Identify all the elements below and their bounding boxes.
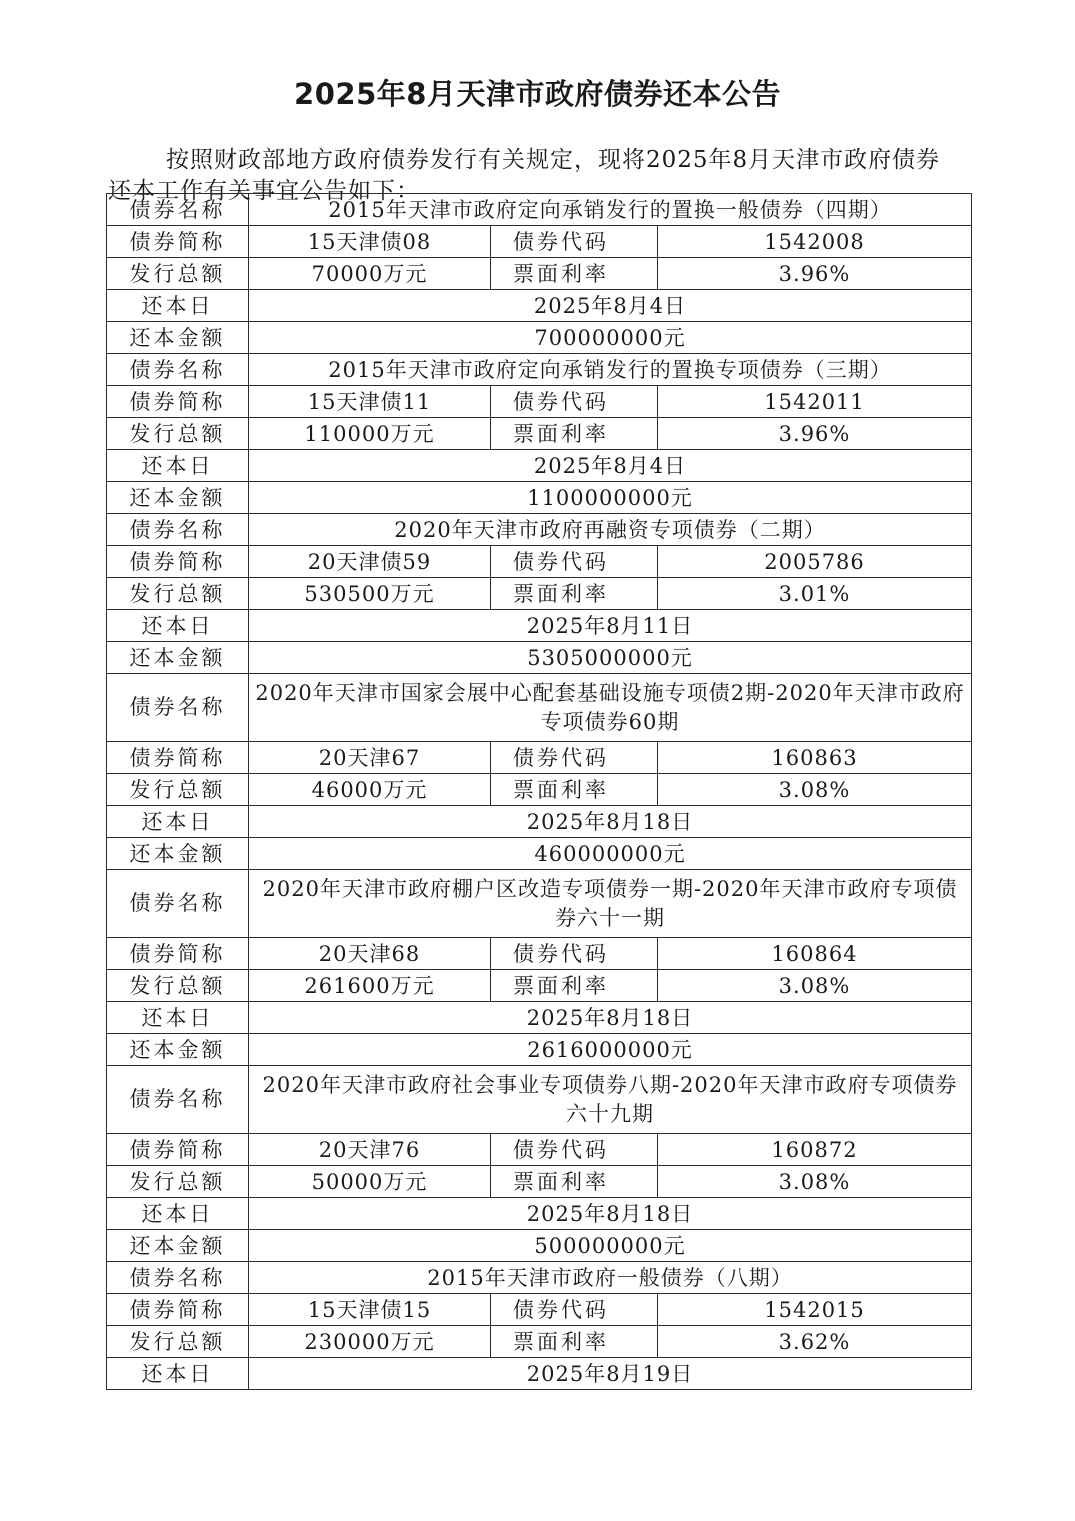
- bond-date-value: 2025年8月4日: [249, 450, 972, 482]
- bond-date-value: 2025年8月18日: [249, 1002, 972, 1034]
- bond-total-value: 530500万元: [249, 578, 491, 610]
- bond-name-value: 2015年天津市政府一般债券（八期）: [249, 1262, 972, 1294]
- bond-date-row: [107, 1198, 972, 1230]
- bond-short-row: [107, 386, 972, 418]
- bond-name-label: 债券名称: [107, 1066, 249, 1134]
- bond-short-value: 15天津债08: [249, 226, 491, 258]
- bond-code-label: 债券代码: [491, 938, 658, 970]
- bond-code-label: 债券代码: [491, 386, 658, 418]
- bonds-table: [106, 193, 972, 1390]
- bond-name-value: 2020年天津市政府社会事业专项债券八期-2020年天津市政府专项债券六十九期: [249, 1066, 972, 1134]
- bond-amount-label: 还本金额: [107, 482, 249, 514]
- bond-code-value: 1542008: [658, 226, 972, 258]
- bond-short-label: 债券简称: [107, 1294, 249, 1326]
- bond-name-value: 2020年天津市国家会展中心配套基础设施专项债2期-2020年天津市政府专项债券60期: [249, 674, 972, 742]
- bond-name-label: 债券名称: [107, 514, 249, 546]
- bond-short-label: 债券简称: [107, 1134, 249, 1166]
- bond-short-row: [107, 1134, 972, 1166]
- bond-code-value: 1542011: [658, 386, 972, 418]
- bond-name-row: [107, 514, 972, 546]
- bond-rate-value: 3.08%: [658, 774, 972, 806]
- bond-amount-value: 460000000元: [249, 838, 972, 870]
- bond-date-label: 还本日: [107, 1358, 249, 1390]
- bond-rate-value: 3.96%: [658, 258, 972, 290]
- bond-name-row: [107, 1262, 972, 1294]
- bond-amount-value: 700000000元: [249, 322, 972, 354]
- bond-rate-value: 3.62%: [658, 1326, 972, 1358]
- bond-short-value: 15天津债15: [249, 1294, 491, 1326]
- bond-short-value: 15天津债11: [249, 386, 491, 418]
- bond-short-label: 债券简称: [107, 546, 249, 578]
- bond-code-value: 160864: [658, 938, 972, 970]
- bond-short-value: 20天津68: [249, 938, 491, 970]
- bond-name-row: [107, 194, 972, 226]
- bond-amount-value: 2616000000元: [249, 1034, 972, 1066]
- bond-total-label: 发行总额: [107, 774, 249, 806]
- bond-code-label: 债券代码: [491, 1294, 658, 1326]
- bond-name-value: 2015年天津市政府定向承销发行的置换专项债券（三期）: [249, 354, 972, 386]
- bond-code-label: 债券代码: [491, 546, 658, 578]
- bond-rate-label: 票面利率: [491, 258, 658, 290]
- bond-name-row: [107, 674, 972, 742]
- bond-short-value: 20天津67: [249, 742, 491, 774]
- bond-name-value: 2015年天津市政府定向承销发行的置换一般债券（四期）: [249, 194, 972, 226]
- bond-code-label: 债券代码: [491, 1134, 658, 1166]
- bond-short-label: 债券简称: [107, 386, 249, 418]
- bond-amount-value: 500000000元: [249, 1230, 972, 1262]
- bond-rate-label: 票面利率: [491, 774, 658, 806]
- bond-name-label: 债券名称: [107, 674, 249, 742]
- bond-name-row: [107, 354, 972, 386]
- bond-short-value: 20天津债59: [249, 546, 491, 578]
- bond-total-value: 46000万元: [249, 774, 491, 806]
- bond-date-row: [107, 450, 972, 482]
- bond-total-row: [107, 1326, 972, 1358]
- bond-short-row: [107, 742, 972, 774]
- bond-code-value: 160872: [658, 1134, 972, 1166]
- bond-date-value: 2025年8月4日: [249, 290, 972, 322]
- page-title: 2025年8月天津市政府债券还本公告: [294, 77, 781, 111]
- bond-amount-label: 还本金额: [107, 322, 249, 354]
- bond-short-row: [107, 226, 972, 258]
- bond-total-row: [107, 774, 972, 806]
- bond-name-label: 债券名称: [107, 354, 249, 386]
- bond-amount-value: 1100000000元: [249, 482, 972, 514]
- bond-rate-value: 3.08%: [658, 1166, 972, 1198]
- bond-short-value: 20天津76: [249, 1134, 491, 1166]
- bond-total-label: 发行总额: [107, 258, 249, 290]
- bond-short-row: [107, 1294, 972, 1326]
- bond-name-label: 债券名称: [107, 194, 249, 226]
- bond-rate-label: 票面利率: [491, 1166, 658, 1198]
- bond-date-value: 2025年8月18日: [249, 1198, 972, 1230]
- bond-amount-row: [107, 482, 972, 514]
- bond-rate-label: 票面利率: [491, 970, 658, 1002]
- bond-amount-row: [107, 838, 972, 870]
- bond-date-label: 还本日: [107, 450, 249, 482]
- bond-name-value: 2020年天津市政府棚户区改造专项债券一期-2020年天津市政府专项债券六十一期: [249, 870, 972, 938]
- bond-short-label: 债券简称: [107, 226, 249, 258]
- bond-date-label: 还本日: [107, 610, 249, 642]
- bond-short-label: 债券简称: [107, 742, 249, 774]
- bond-amount-row: [107, 1034, 972, 1066]
- bond-date-value: 2025年8月19日: [249, 1358, 972, 1390]
- bond-name-label: 债券名称: [107, 870, 249, 938]
- bond-rate-value: 3.08%: [658, 970, 972, 1002]
- intro-paragraph: 按照财政部地方政府债券发行有关规定，现将2025年8月天津市政府债券还本工作有关事宜公告如下：: [108, 147, 941, 204]
- bond-code-label: 债券代码: [491, 226, 658, 258]
- bond-code-value: 160863: [658, 742, 972, 774]
- bond-date-row: [107, 806, 972, 838]
- bond-amount-label: 还本金额: [107, 838, 249, 870]
- bond-date-row: [107, 1002, 972, 1034]
- bond-total-row: [107, 1166, 972, 1198]
- bond-date-row: [107, 610, 972, 642]
- bond-total-label: 发行总额: [107, 418, 249, 450]
- bond-total-value: 230000万元: [249, 1326, 491, 1358]
- bond-total-value: 110000万元: [249, 418, 491, 450]
- bond-short-row: [107, 938, 972, 970]
- bond-amount-row: [107, 642, 972, 674]
- bond-total-row: [107, 258, 972, 290]
- bond-total-value: 50000万元: [249, 1166, 491, 1198]
- bond-total-row: [107, 418, 972, 450]
- bond-name-label: 债券名称: [107, 1262, 249, 1294]
- bond-rate-value: 3.96%: [658, 418, 972, 450]
- bond-total-label: 发行总额: [107, 1166, 249, 1198]
- bond-name-row: [107, 870, 972, 938]
- bond-total-row: [107, 578, 972, 610]
- bond-date-value: 2025年8月18日: [249, 806, 972, 838]
- bond-total-row: [107, 970, 972, 1002]
- bond-total-value: 261600万元: [249, 970, 491, 1002]
- bond-amount-label: 还本金额: [107, 642, 249, 674]
- bond-code-label: 债券代码: [491, 742, 658, 774]
- bond-code-value: 2005786: [658, 546, 972, 578]
- bond-amount-row: [107, 322, 972, 354]
- bond-total-label: 发行总额: [107, 578, 249, 610]
- bond-date-value: 2025年8月11日: [249, 610, 972, 642]
- bond-total-label: 发行总额: [107, 1326, 249, 1358]
- bond-date-label: 还本日: [107, 806, 249, 838]
- bond-name-value: 2020年天津市政府再融资专项债券（二期）: [249, 514, 972, 546]
- bond-date-row: [107, 290, 972, 322]
- bond-date-label: 还本日: [107, 1198, 249, 1230]
- bond-rate-label: 票面利率: [491, 1326, 658, 1358]
- bond-amount-label: 还本金额: [107, 1034, 249, 1066]
- bond-date-row: [107, 1358, 972, 1390]
- bond-amount-row: [107, 1230, 972, 1262]
- bond-date-label: 还本日: [107, 290, 249, 322]
- bond-code-value: 1542015: [658, 1294, 972, 1326]
- bond-date-label: 还本日: [107, 1002, 249, 1034]
- bond-short-row: [107, 546, 972, 578]
- bond-rate-value: 3.01%: [658, 578, 972, 610]
- bond-short-label: 债券简称: [107, 938, 249, 970]
- bond-amount-value: 5305000000元: [249, 642, 972, 674]
- bond-rate-label: 票面利率: [491, 578, 658, 610]
- bonds-table-body: [107, 194, 972, 1390]
- bond-total-value: 70000万元: [249, 258, 491, 290]
- bond-rate-label: 票面利率: [491, 418, 658, 450]
- bond-total-label: 发行总额: [107, 970, 249, 1002]
- bond-amount-label: 还本金额: [107, 1230, 249, 1262]
- bond-name-row: [107, 1066, 972, 1134]
